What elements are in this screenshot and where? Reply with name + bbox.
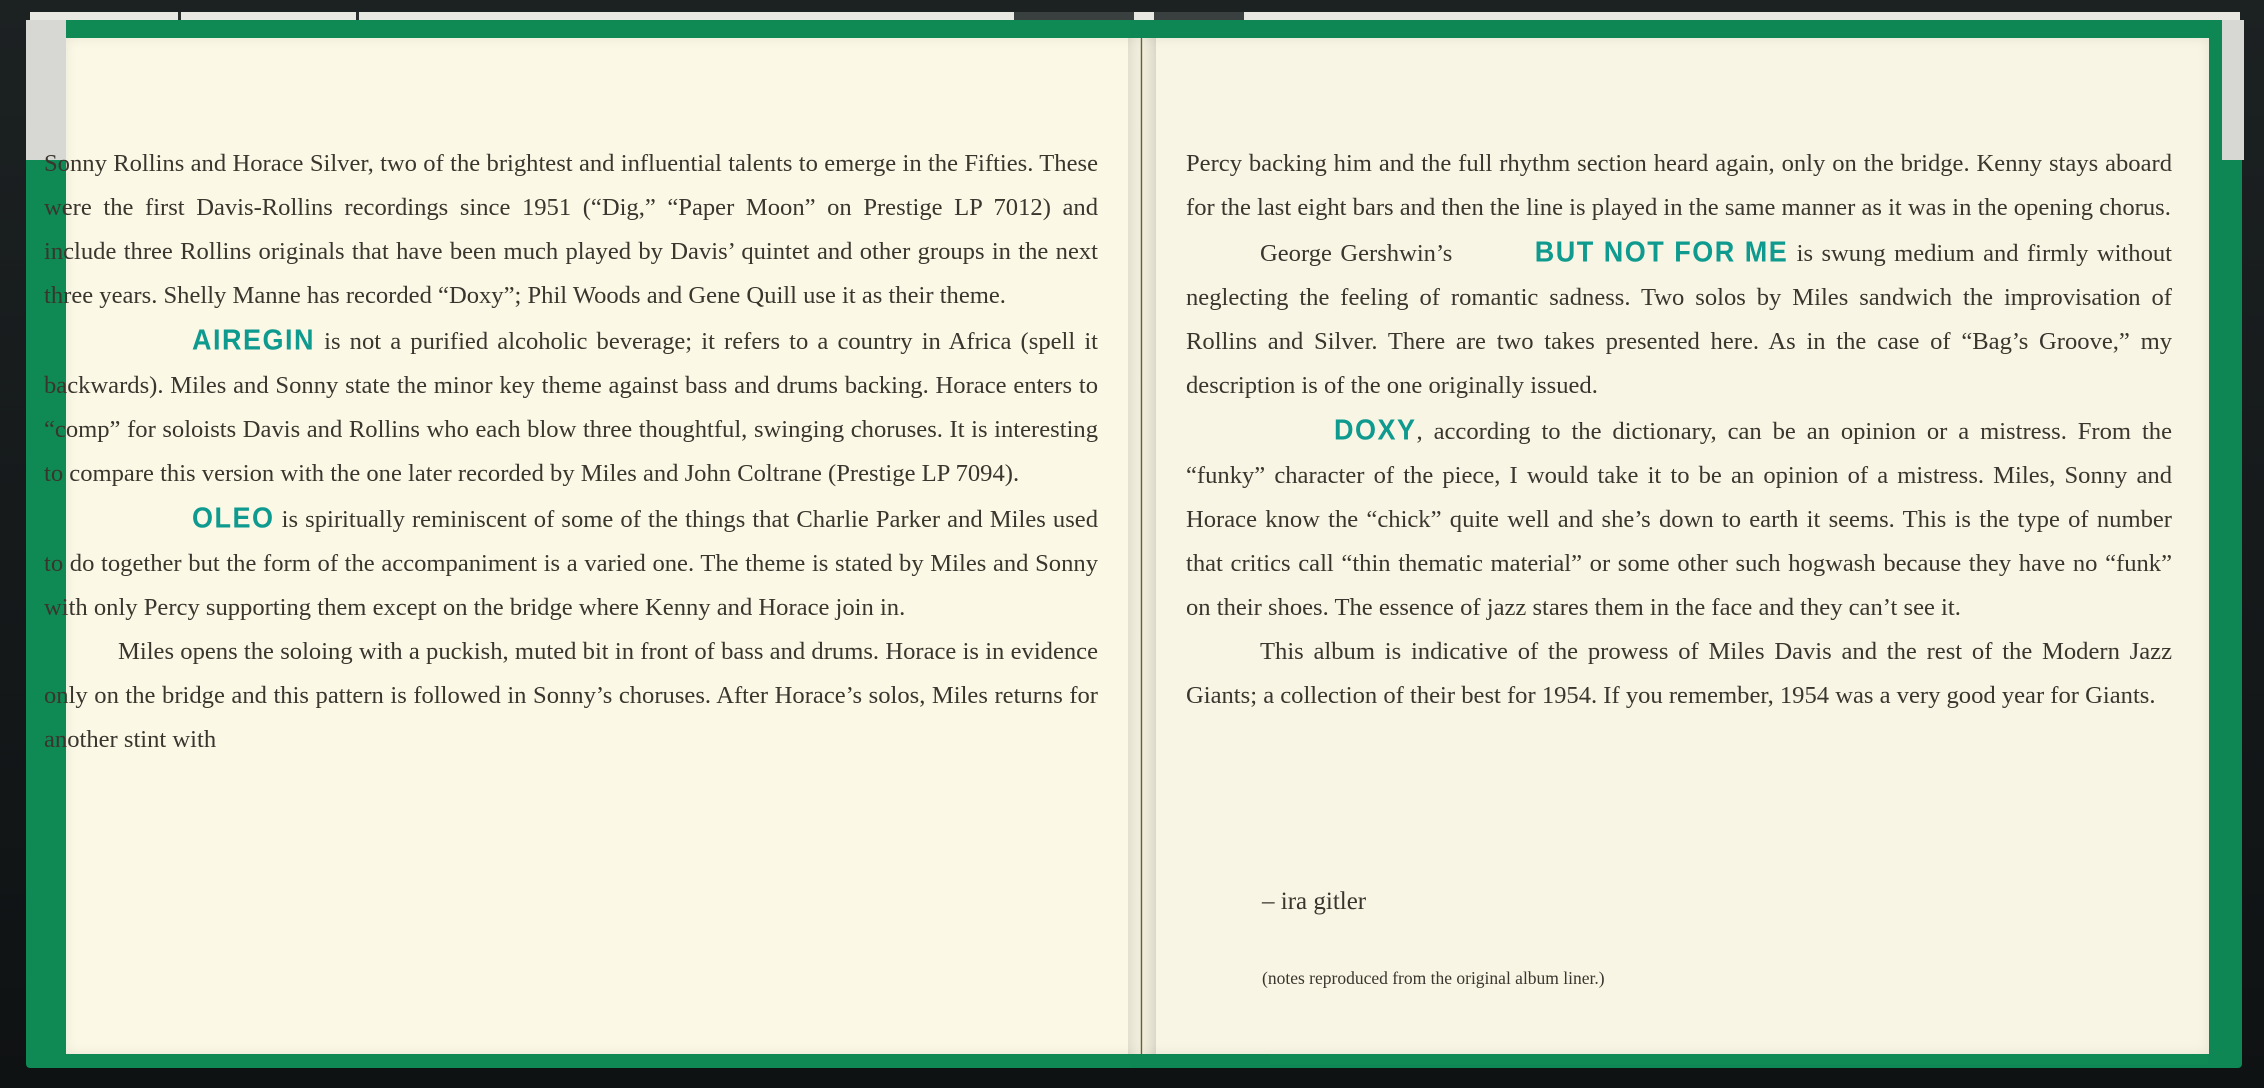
paragraph	[44, 142, 1098, 318]
liner-footnote: (notes reproduced from the original album liner.)	[1262, 968, 1605, 988]
track-title-oleo: OLEO	[192, 502, 275, 534]
paragraph-text: is spiritually reminiscent of some of the things that Charlie Parker and Miles used to do together but the form of the accompaniment is a varied one. The theme is stated by Miles and Sonny with only Percy supporting them except on the bridge where Kenny and Horace join in.	[44, 506, 1098, 621]
folder-gray-tab-right	[2222, 20, 2244, 160]
paragraph-text: is not a purified alcoholic beverage; it refers to a country in Africa (spell it backwards). Miles and Sonny state the minor key theme against bass and drums backing. Horace enters to “comp” for soloists Davis and Rollins who each blow three thoughtful, swinging choruses. It is interesting to compare this version with the one later recorded by Miles and John Coltrane (Prestige LP 7094).	[44, 328, 1098, 487]
left-page-text	[44, 142, 1098, 762]
paragraph	[44, 496, 1098, 630]
track-title-doxy: DOXY	[1334, 414, 1417, 446]
author-signature: – ira gitler	[1262, 888, 1367, 915]
folder-gray-tab-left	[26, 20, 66, 160]
paragraph	[1186, 230, 2172, 408]
paragraph-lead: George Gershwin’s	[1260, 240, 1461, 267]
right-page-text	[1186, 142, 2172, 718]
paragraph	[44, 630, 1098, 762]
paragraph	[44, 318, 1098, 496]
paragraph-text: , according to the dictionary, can be an opinion or a mistress. From the “funky” character of the piece, I would take it to be an opinion of a mistress. Miles, Sonny and Horace know the “chick” quite well and she’s down to earth it seems. This is the type of number that critics call “thin thematic material” or some other such hogwash because they have no “funk” on their shoes. The essence of jazz stares them in the face and they can’t see it.	[1186, 418, 2172, 621]
paragraph-text: Percy backing him and the full rhythm section heard again, only on the bridge. Kenny stays aboard for the last eight bars and then the line is played in the same manner as it was in the opening chorus.	[1186, 150, 2172, 221]
paragraph-text: Sonny Rollins and Horace Silver, two of the brightest and influential talents to emerge in the Fifties. These were the first Davis-Rollins recordings since 1951 (“Dig,” “Paper Moon” on Prestige LP 7012) and include three Rollins originals that have been much played by Davis’ quintet and other groups in the next three years. Shelly Manne has recorded “Doxy”; Phil Woods and Gene Quill use it as their theme.	[44, 150, 1098, 309]
track-title-airegin: AIREGIN	[192, 324, 316, 356]
bottom-green-edge	[1270, 1054, 2208, 1064]
bottom-green-edge	[66, 1054, 1130, 1064]
page-gutter	[1128, 38, 1156, 1054]
paragraph	[1186, 408, 2172, 630]
paragraph-text: Miles opens the soloing with a puckish, muted bit in front of bass and drums. Horace is in evidence only on the bridge and this pattern is followed in Sonny’s choruses. After Horace’s solos, Miles returns for another stint with	[44, 638, 1098, 753]
paragraph	[1186, 630, 2172, 718]
show-through-heading	[110, 80, 750, 150]
paragraph-text: is swung medium and firmly without neglecting the feeling of romantic sadness. Two solos by Miles sandwich the improvisation of Rollins and Silver. There are two takes presented here. As in the case of “Bag’s Groove,” my description is of the one originally issued.	[1186, 240, 2172, 399]
paragraph-text: This album is indicative of the prowess of Miles Davis and the rest of the Modern Jazz Giants; a collection of their best for 1954. If you remember, 1954 was a very good year for Giants.	[1186, 638, 2172, 709]
paragraph	[1186, 142, 2172, 230]
track-title-but-not-for-me: BUT NOT FOR ME	[1534, 236, 1789, 268]
